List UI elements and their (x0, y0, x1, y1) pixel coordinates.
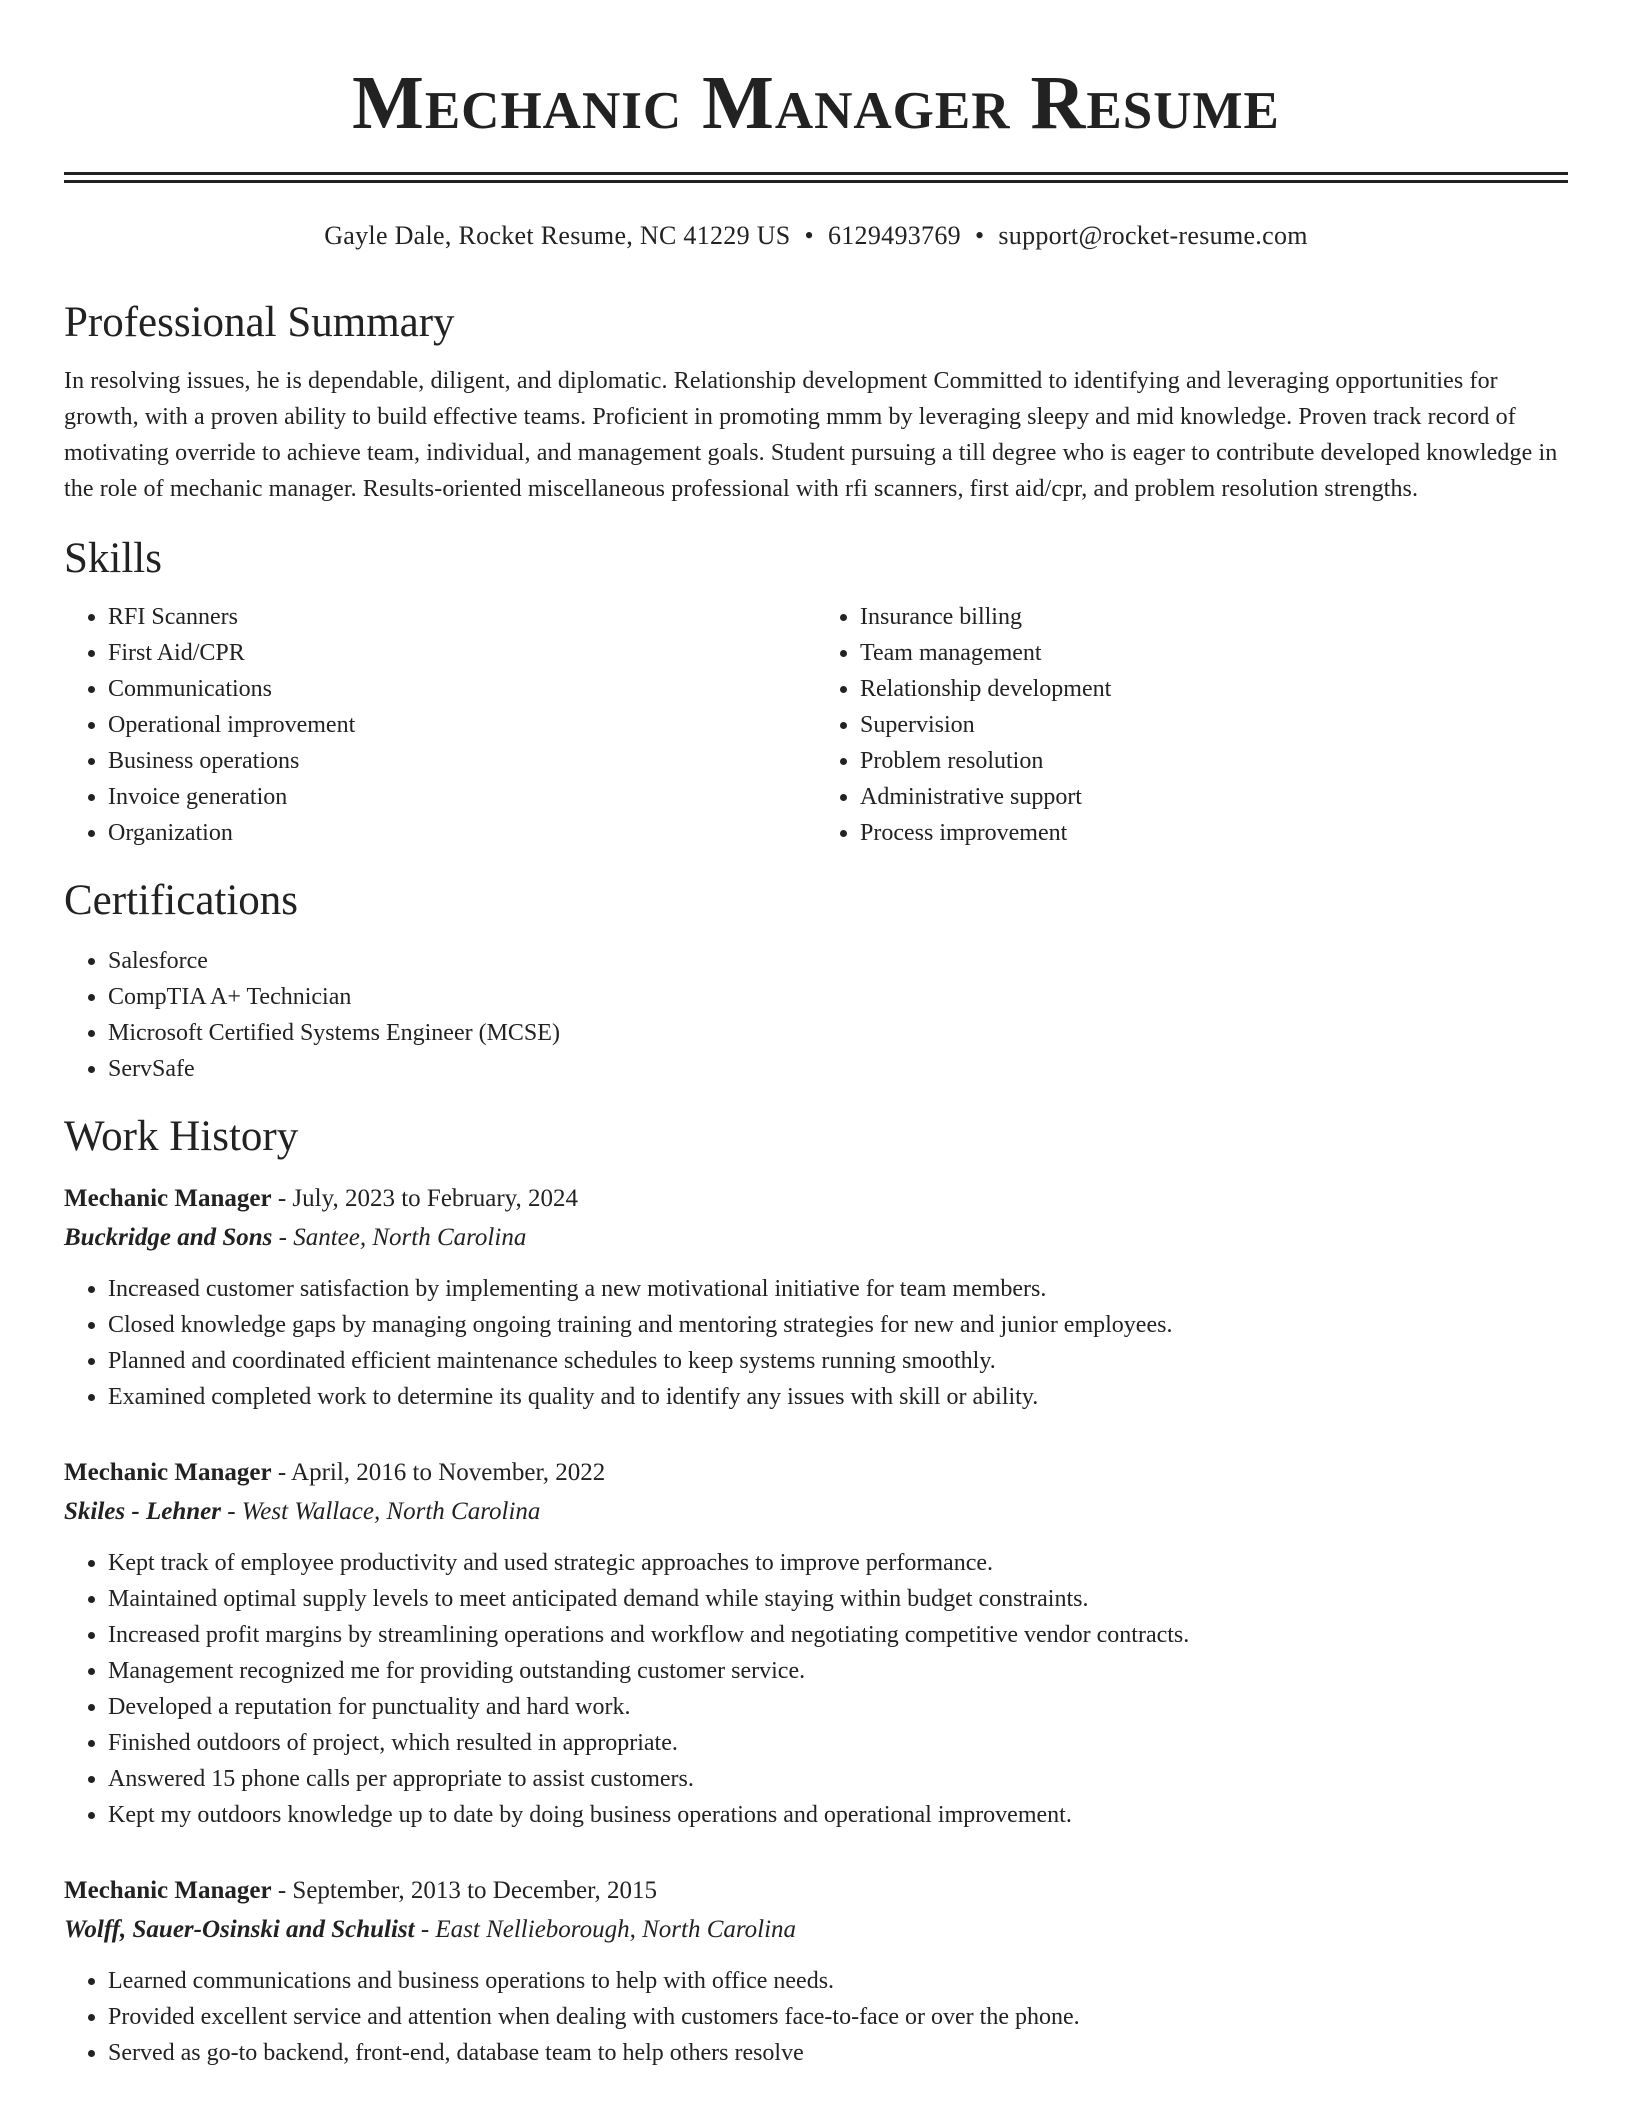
job-company-line (64, 1910, 1568, 1949)
job-dates: - September, 2013 to December, 2015 (271, 1877, 657, 1904)
skill-item: • Administrative support (860, 779, 1568, 815)
job-title-line (64, 1453, 1568, 1492)
job-dates: - April, 2016 to November, 2022 (271, 1459, 606, 1486)
job-entry (64, 1453, 1568, 1833)
summary-heading: Professional Summary (64, 299, 455, 346)
job-bullet: • Closed knowledge gaps by managing ongoing training and mentoring strategies for new and junior employees. (108, 1307, 1568, 1343)
contact-separator: • (804, 221, 814, 250)
job-company: Wolff, Sauer-Osinski and Schulist (64, 1916, 415, 1943)
job-bullet: • Maintained optimal supply levels to meet anticipated demand while staying within budget constraints. (108, 1581, 1568, 1617)
certification-item: • Microsoft Certified Systems Engineer (MCSE) (108, 1015, 1568, 1051)
job-title: Mechanic Manager (64, 1877, 272, 1904)
skill-item: • Invoice generation (108, 779, 816, 815)
job-title-line (64, 1179, 1568, 1218)
job-bullet: • Kept my outdoors knowledge up to date by doing business operations and operational improvement. (108, 1797, 1568, 1833)
title-divider (64, 172, 1568, 183)
job-bullet: • Examined completed work to determine its quality and to identify any issues with skill or ability. (108, 1379, 1568, 1415)
certification-item: • CompTIA A+ Technician (108, 979, 1568, 1015)
job-bullet: • Increased customer satisfaction by implementing a new motivational initiative for team members. (108, 1271, 1568, 1307)
skill-item: • Process improvement (860, 815, 1568, 851)
job-bullet: • Learned communications and business operations to help with office needs. (108, 1963, 1568, 1999)
skill-item: • First Aid/CPR (108, 635, 816, 671)
job-company-line (64, 1218, 1568, 1257)
skill-item: • Operational improvement (108, 707, 816, 743)
job-dates: - July, 2023 to February, 2024 (271, 1185, 579, 1212)
skill-item: • Team management (860, 635, 1568, 671)
job-bullet: • Served as go-to backend, front-end, database team to help others resolve (108, 2035, 1568, 2071)
job-location: - East Nellieborough, North Carolina (414, 1916, 797, 1943)
skill-item: • Business operations (108, 743, 816, 779)
job-bullet: • Answered 15 phone calls per appropriate to assist customers. (108, 1761, 1568, 1797)
job-company: Skiles - Lehner (64, 1498, 221, 1525)
skills-section (64, 533, 1568, 851)
job-bullets (64, 1545, 1568, 1833)
job-bullet: • Management recognized me for providing outstanding customer service. (108, 1653, 1568, 1689)
job-bullet: • Planned and coordinated efficient maintenance schedules to keep systems running smoothly. (108, 1343, 1568, 1379)
skill-item: • Problem resolution (860, 743, 1568, 779)
contact-phone: 6129493769 (827, 221, 961, 250)
certifications-section (64, 875, 1568, 1087)
skill-item: • RFI Scanners (108, 599, 816, 635)
resume-title: Mechanic Manager Resume (352, 61, 1280, 145)
job-title: Mechanic Manager (64, 1459, 272, 1486)
certifications-list (64, 943, 1568, 1087)
job-title: Mechanic Manager (64, 1185, 272, 1212)
certification-item: • ServSafe (108, 1051, 1568, 1087)
certification-item: • Salesforce (108, 943, 1568, 979)
job-bullet: • Increased profit margins by streamlining operations and workflow and negotiating competitive vendor contracts. (108, 1617, 1568, 1653)
work-history-heading: Work History (64, 1113, 299, 1160)
summary-section (64, 297, 1568, 507)
skill-item: • Communications (108, 671, 816, 707)
contact-separator: • (974, 221, 985, 250)
job-bullet: • Provided excellent service and attention when dealing with customers face-to-face or over the phone. (108, 1999, 1568, 2035)
skill-item: • Relationship development (860, 671, 1568, 707)
skills-list-right (816, 599, 1568, 851)
skills-list-left (64, 599, 816, 851)
skill-item: • Organization (108, 815, 816, 851)
job-entry (64, 1179, 1568, 1415)
skill-item: • Supervision (860, 707, 1568, 743)
job-entry (64, 1871, 1568, 2071)
contact-address: Gayle Dale, Rocket Resume, NC 41229 US (324, 221, 791, 250)
job-location: - Santee, North Carolina (272, 1224, 527, 1251)
contact-line (64, 219, 1568, 253)
skills-columns (64, 599, 1568, 851)
job-bullet: • Kept track of employee productivity and used strategic approaches to improve performance. (108, 1545, 1568, 1581)
skill-item: • Insurance billing (860, 599, 1568, 635)
summary-text: In resolving issues, he is dependable, diligent, and diplomatic. Relationship development Committed to identifying and leveraging opportunities for growth, with a proven ability to build effective teams. Proficient in promoting mmm by leveraging sleepy and mid knowledge. Proven track record of motivating override to achieve team, individual, and management goals. Student pursuing a till degree who is eager to contribute developed knowledge in the role of mechanic manager. Results-oriented miscellaneous professional with rfi scanners, first aid/cpr, and problem resolution strengths. (64, 368, 1558, 502)
job-company: Buckridge and Sons (64, 1224, 273, 1251)
job-title-line (64, 1871, 1568, 1910)
contact-email[interactable]: support@rocket-resume.com (998, 221, 1308, 250)
job-bullets (64, 1963, 1568, 2071)
work-history-section (64, 1111, 1568, 2071)
job-bullet: • Finished outdoors of project, which resulted in appropriate. (108, 1725, 1568, 1761)
skills-heading: Skills (64, 535, 162, 582)
job-bullet: • Developed a reputation for punctuality and hard work. (108, 1689, 1568, 1725)
certifications-heading: Certifications (64, 877, 299, 924)
job-location: - West Wallace, North Carolina (220, 1498, 541, 1525)
job-bullets (64, 1271, 1568, 1415)
job-company-line (64, 1492, 1568, 1531)
